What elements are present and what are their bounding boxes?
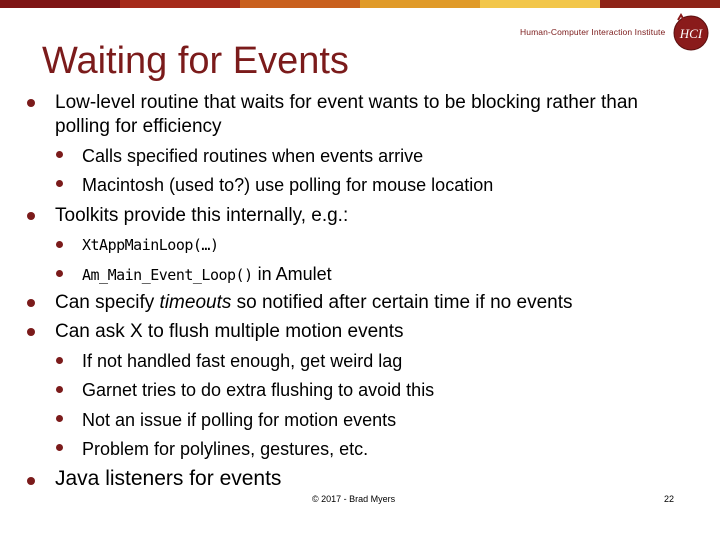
bullet-text-continued: polling for efficiency: [55, 116, 222, 137]
emphasized-term: timeouts: [159, 292, 232, 313]
sub-bullet-dot: [56, 357, 63, 364]
bullet-text: Java listeners for events: [55, 467, 282, 490]
sub-bullet-dot: [56, 241, 63, 248]
stripe-segment: [360, 0, 480, 8]
stripe-segment: [480, 0, 600, 8]
slide-title: Waiting for Events: [42, 40, 349, 82]
page-number: 22: [664, 494, 675, 504]
bullet-line: [55, 291, 572, 315]
stripe-segment: [0, 0, 120, 8]
sub-bullet-text: in Amulet: [252, 264, 332, 284]
bullet-text: Can specify: [55, 292, 160, 313]
sub-bullet-dot: [56, 151, 63, 158]
logo-text: HCI: [679, 26, 703, 41]
hcii-logo-icon: [672, 12, 710, 52]
institute-name: Human-Computer Interaction Institute: [520, 27, 666, 37]
sub-bullet-text: If not handled fast enough, get weird lag: [82, 351, 403, 371]
bullet-text: Toolkits provide this internally, e.g.:: [55, 205, 349, 226]
bullet-dot: [27, 299, 35, 307]
sub-bullet-text: Macintosh (used to?) use polling for mouse location: [82, 175, 494, 195]
sub-bullet-text: Not an issue if polling for motion events: [82, 410, 397, 430]
sub-bullet-dot: [56, 444, 63, 451]
stripe-segment: [240, 0, 360, 8]
bullet-text: so notified after certain time if no events: [231, 292, 573, 313]
sub-bullet-dot: [56, 415, 63, 422]
sub-bullet-dot: [56, 180, 63, 187]
code-sample: Am_Main_Event_Loop(): [82, 266, 253, 284]
bullet-text: Can ask X to flush multiple motion events: [55, 321, 404, 342]
sub-bullet-dot: [56, 270, 63, 277]
sub-bullet-text: Problem for polylines, gestures, etc.: [82, 439, 369, 459]
bullet-dot: [27, 212, 35, 220]
sub-bullet-text: Calls specified routines when events arrive: [82, 146, 424, 166]
sub-bullet-line: [82, 262, 332, 287]
bullet-dot: [27, 477, 35, 485]
bullet-dot: [27, 328, 35, 336]
sub-bullet-dot: [56, 386, 63, 393]
sub-bullet-text: Garnet tries to do extra flushing to avoid this: [82, 380, 435, 400]
top-color-stripe: [0, 0, 720, 8]
stripe-segment: [120, 0, 240, 8]
stripe-segment: [600, 0, 720, 8]
code-sample: XtAppMainLoop(…): [82, 236, 219, 254]
bullet-dot: [27, 99, 35, 107]
copyright-footer: © 2017 - Brad Myers: [312, 494, 396, 504]
bullet-text: Low-level routine that waits for event wants to be blocking rather than: [55, 92, 638, 113]
